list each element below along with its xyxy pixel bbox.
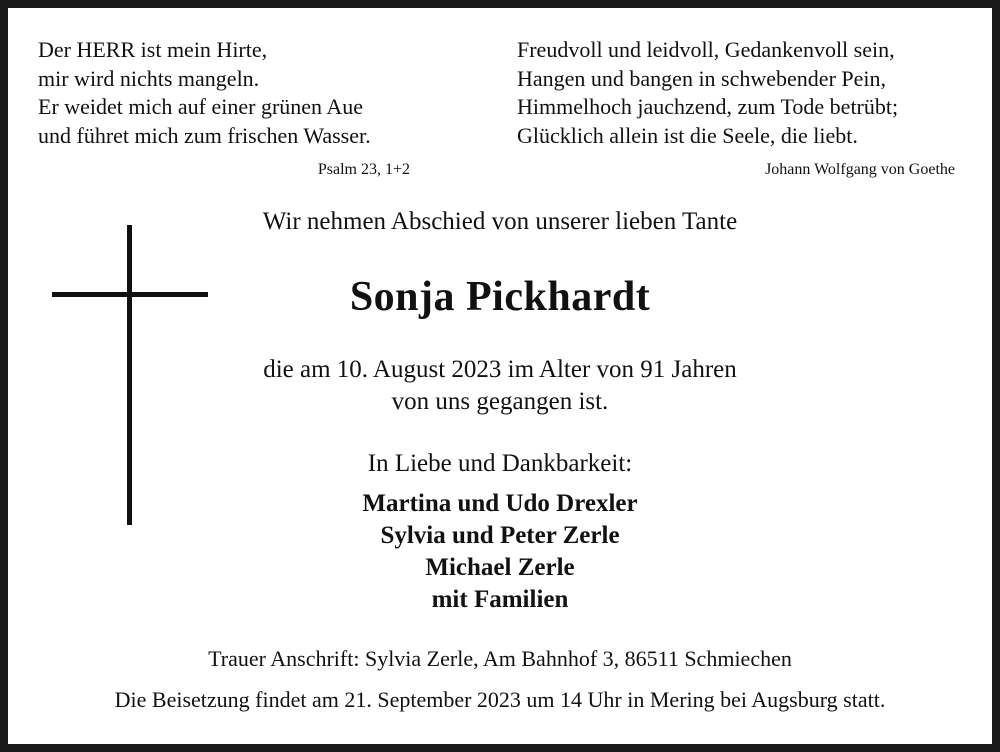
gratitude-text: In Liebe und Dankbarkeit:	[367, 450, 633, 477]
mourner-name: Martina und Udo Drexler	[362, 490, 638, 517]
deceased-name: Sonja Pickhardt	[349, 274, 651, 320]
goethe-verse	[517, 36, 898, 150]
death-line-2: von uns gegangen ist.	[391, 388, 609, 415]
psalm-verse	[38, 36, 371, 150]
psalm-source: Psalm 23, 1+2	[317, 161, 410, 178]
goethe-source: Johann Wolfgang von Goethe	[765, 161, 955, 178]
mourner-name: Michael Zerle	[425, 554, 575, 581]
verse-line: Freudvoll und leidvoll, Gedankenvoll sein,	[517, 37, 895, 62]
verse-line: und führet mich zum frischen Wasser.	[38, 122, 371, 148]
verse-line: Glücklich allein ist die Seele, die liebt.	[517, 122, 858, 148]
death-line-1: die am 10. August 2023 im Alter von 91 Jahren	[263, 356, 737, 383]
verse-line: Himmelhoch jauchzend, zum Tode betrübt;	[517, 94, 899, 119]
mourner-name: mit Familien	[431, 586, 569, 613]
verse-line: Der HERR ist mein Hirte,	[38, 37, 268, 62]
mourner-name: Sylvia und Peter Zerle	[380, 522, 620, 549]
mourning-address: Trauer Anschrift: Sylvia Zerle, Am Bahnhof 3, 86511 Schmiechen	[208, 646, 792, 671]
verse-line: Hangen und bangen in schwebender Pein,	[517, 65, 887, 91]
burial-notice: Die Beisetzung findet am 21. September 2023 um 14 Uhr in Mering bei Augsburg statt.	[114, 687, 886, 712]
verse-line: Er weidet mich auf einer grünen Aue	[38, 94, 363, 119]
intro-text: Wir nehmen Abschied von unserer lieben Tante	[262, 208, 738, 235]
verse-line: mir wird nichts mangeln.	[38, 65, 260, 91]
